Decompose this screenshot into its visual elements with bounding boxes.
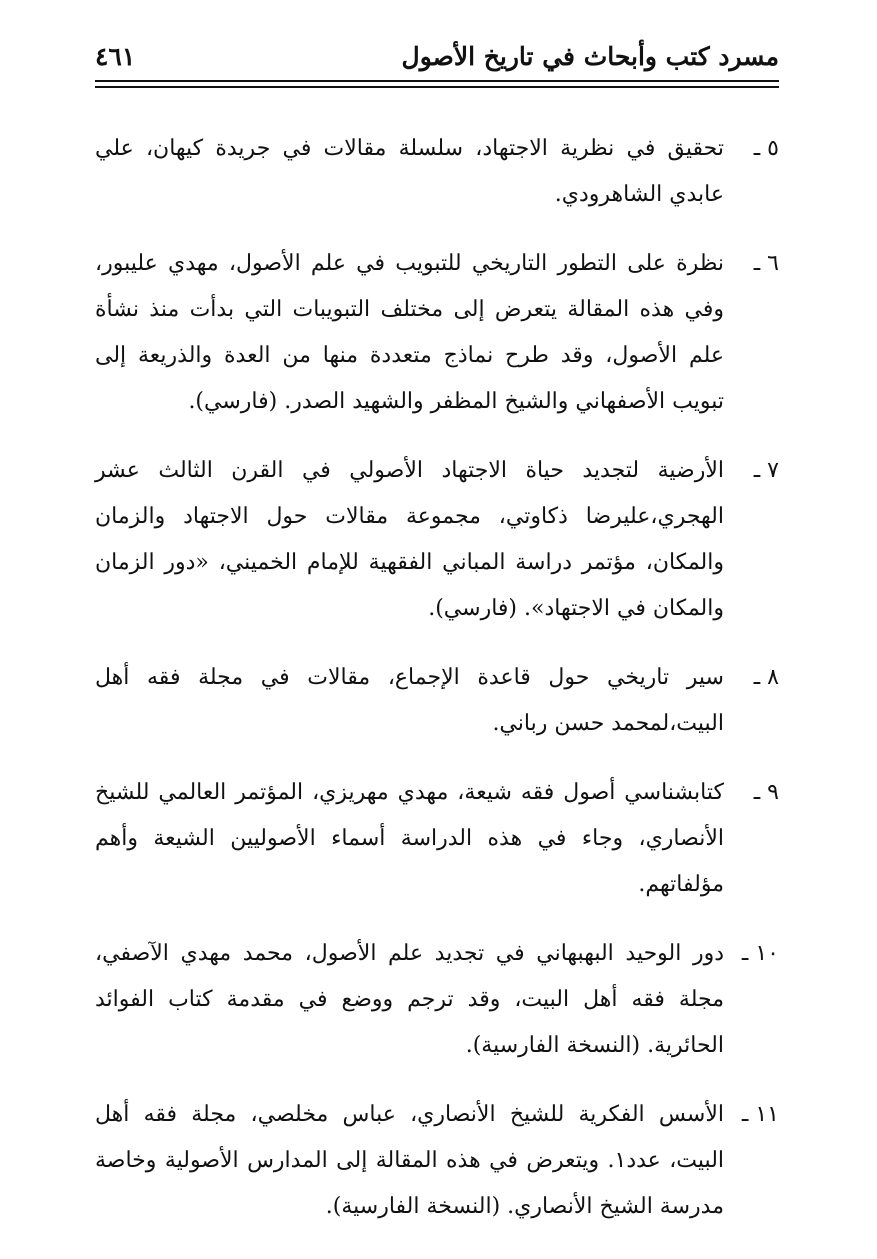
entry-text: سير تاريخي حول قاعدة الإجماع، مقالات في مجلة فقه أهل البيت،لمحمد حسن رباني. [95,665,724,736]
entry-number: ٩ ـ [753,780,779,805]
list-item [95,1092,779,1230]
entry-text: نظرة على التطور التاريخي للتبويب في علم الأصول، مهدي عليبور، وفي هذه المقالة يتعرض إلى مختلف التبويبات التي بدأت منذ نشأة علم الأصول، وقد طرح نماذج متعددة منها من العدة والذريعة إلى تبويب الأصفهاني والشيخ المظفر والشهيد الصدر. (فارسي). [95,251,724,414]
entry-text: تحقيق في نظرية الاجتهاد، سلسلة مقالات في جريدة كيهان، علي عابدي الشاهرودي. [95,136,725,207]
list-item [95,655,779,747]
entry-text: الأرضية لتجديد حياة الاجتهاد الأصولي في القرن الثالث عشر الهجري،عليرضا ذكاوتي، مجموعة مقالات حول الاجتهاد والزمان والمكان، مؤتمر دراسة المباني الفقهية للإمام الخميني، «دور الزمان والمكان في الاجتهاد». (فارسي). [95,458,724,621]
entry-text: دور الوحيد البهبهاني في تجديد علم الأصول، محمد مهدي الآصفي، مجلة فقه أهل البيت، وقد ترجم ووضع في مقدمة كتاب الفوائد الحائرية. (النسخة الفارسية). [95,941,724,1058]
list-item [95,770,779,908]
bibliography-list [95,126,779,1253]
entry-number: ٥ ـ [753,136,779,161]
entry-number: ١١ ـ [741,1102,779,1127]
list-item [95,126,779,218]
header-rule-top [95,80,779,82]
entry-text: الأسس الفكرية للشيخ الأنصاري، عباس مخلصي، مجلة فقه أهل البيت، عدد١. ويتعرض في هذه المقالة إلى المدارس الأصولية وخاصة مدرسة الشيخ الأنصاري. (النسخة الفارسية). [95,1102,725,1219]
list-item [95,241,779,425]
header-rule-bottom [95,86,779,88]
list-item [95,931,779,1069]
page-number: ٤٦١ [95,41,136,71]
entry-number: ٦ ـ [753,251,779,276]
page-header [95,36,779,76]
list-item [95,448,779,632]
entry-number: ٧ ـ [753,458,779,483]
entry-text: كتابشناسي أصول فقه شيعة، مهدي مهريزي، المؤتمر العالمي للشيخ الأنصاري، وجاء في هذه الدراسة أسماء الأصوليين الشيعة وأهم مؤلفاتهم. [95,780,724,897]
entry-number: ١٠ ـ [741,941,779,966]
entry-number: ٨ ـ [753,665,779,690]
running-title: مسرد كتب وأبحاث في تاريخ الأصول [401,41,779,71]
